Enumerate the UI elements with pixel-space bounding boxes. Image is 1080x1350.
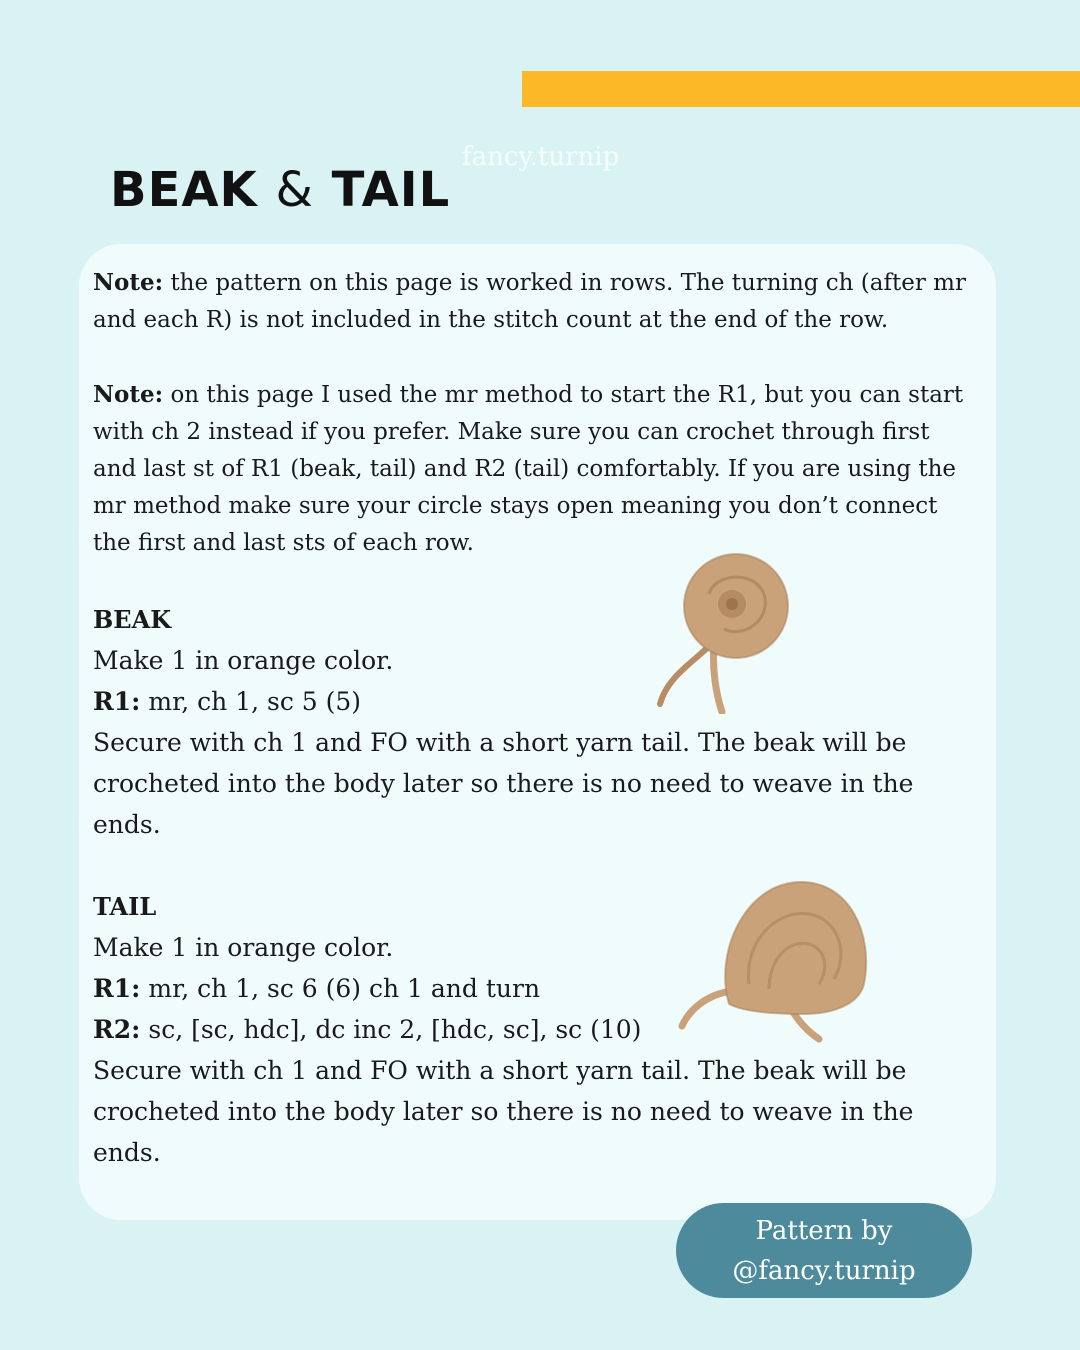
title-tail: TAIL: [331, 162, 451, 218]
row-label: R1:: [93, 687, 141, 716]
tail-photo: [674, 864, 879, 1044]
note-text: on this page I used the mr method to start the R1, but you can start with ch 2 instead if you prefer. Make sure you can crochet through first and last st of R1 (beak, tail) and R2 (tail) comfortably. If you are using the mr method make sure your circle stays open meaning you don’t connect the first and last sts of each row.: [93, 382, 964, 556]
note-rows: [93, 264, 973, 339]
beak-secure: Secure with ch 1 and FO with a short yarn tail. The beak will be crocheted into the body later so there is no need to weave in the ends.: [93, 728, 914, 839]
accent-bar: [522, 71, 1080, 107]
note-label: Note:: [93, 269, 164, 296]
row-text: mr, ch 1, sc 6 (6) ch 1 and turn: [148, 974, 541, 1003]
note-text: the pattern on this page is worked in rows. The turning ch (after mr and each R) is not included in the stitch count at the end of the row.: [93, 270, 966, 333]
credit-handle: @fancy.turnip: [732, 1255, 916, 1286]
row-label: R1:: [93, 974, 141, 1003]
title-beak: BEAK: [110, 162, 258, 218]
tail-secure: Secure with ch 1 and FO with a short yarn tail. The beak will be crocheted into the body later so there is no need to weave in the ends.: [93, 1056, 914, 1167]
row-text: sc, [sc, hdc], dc inc 2, [hdc, sc], sc (10): [148, 1015, 642, 1044]
watermark: fancy.turnip: [462, 142, 620, 172]
note-mr-method: [93, 376, 973, 562]
tail-heading: TAIL: [93, 892, 157, 921]
page-title: [110, 162, 450, 218]
pattern-text: [93, 264, 973, 1214]
beak-section: [93, 599, 973, 845]
title-ampersand: &: [275, 162, 314, 218]
note-label: Note:: [93, 381, 164, 408]
row-text: mr, ch 1, sc 5 (5): [148, 687, 362, 716]
beak-heading: BEAK: [93, 605, 172, 634]
tail-make: Make 1 in orange color.: [93, 933, 394, 962]
pattern-card: [79, 244, 996, 1220]
beak-make: Make 1 in orange color.: [93, 646, 394, 675]
beak-photo: [654, 544, 804, 714]
row-label: R2:: [93, 1015, 141, 1044]
credit-badge: [676, 1203, 972, 1298]
beak-r1: [93, 681, 973, 722]
credit-line1: Pattern by: [755, 1215, 893, 1246]
